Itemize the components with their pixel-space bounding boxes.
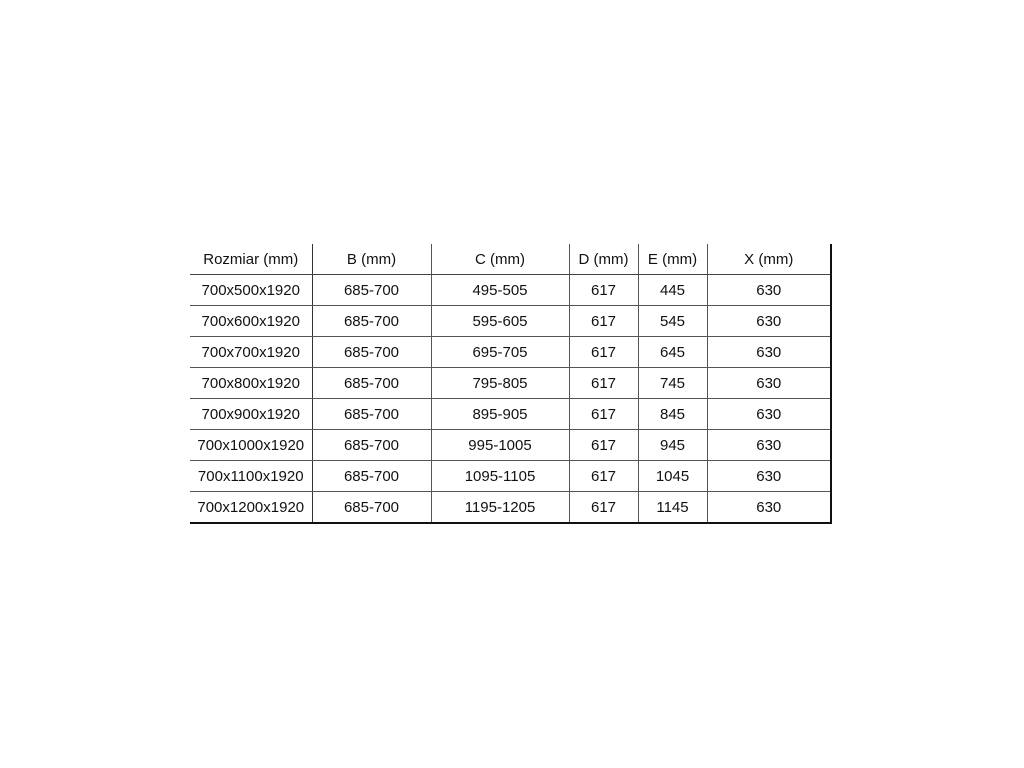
cell-x: 630 bbox=[707, 461, 831, 492]
cell-d: 617 bbox=[569, 337, 638, 368]
cell-e: 745 bbox=[638, 368, 707, 399]
cell-b: 685-700 bbox=[312, 492, 431, 524]
cell-d: 617 bbox=[569, 461, 638, 492]
cell-c: 1095-1105 bbox=[431, 461, 569, 492]
cell-d: 617 bbox=[569, 399, 638, 430]
table-row bbox=[190, 337, 831, 368]
header-e: E (mm) bbox=[638, 244, 707, 275]
table-header-row bbox=[190, 244, 831, 275]
cell-size: 700x700x1920 bbox=[190, 337, 312, 368]
cell-x: 630 bbox=[707, 492, 831, 524]
table-row bbox=[190, 430, 831, 461]
cell-x: 630 bbox=[707, 337, 831, 368]
cell-e: 1145 bbox=[638, 492, 707, 524]
cell-e: 945 bbox=[638, 430, 707, 461]
header-b: B (mm) bbox=[312, 244, 431, 275]
cell-c: 1195-1205 bbox=[431, 492, 569, 524]
cell-size: 700x1200x1920 bbox=[190, 492, 312, 524]
cell-size: 700x1000x1920 bbox=[190, 430, 312, 461]
table-row bbox=[190, 306, 831, 337]
cell-d: 617 bbox=[569, 492, 638, 524]
cell-size: 700x600x1920 bbox=[190, 306, 312, 337]
cell-d: 617 bbox=[569, 275, 638, 306]
cell-b: 685-700 bbox=[312, 461, 431, 492]
cell-b: 685-700 bbox=[312, 337, 431, 368]
cell-x: 630 bbox=[707, 306, 831, 337]
cell-e: 545 bbox=[638, 306, 707, 337]
cell-x: 630 bbox=[707, 430, 831, 461]
cell-c: 995-1005 bbox=[431, 430, 569, 461]
cell-e: 445 bbox=[638, 275, 707, 306]
cell-c: 495-505 bbox=[431, 275, 569, 306]
table-row bbox=[190, 461, 831, 492]
cell-b: 685-700 bbox=[312, 306, 431, 337]
cell-b: 685-700 bbox=[312, 275, 431, 306]
cell-b: 685-700 bbox=[312, 368, 431, 399]
cell-x: 630 bbox=[707, 399, 831, 430]
cell-d: 617 bbox=[569, 368, 638, 399]
cell-b: 685-700 bbox=[312, 399, 431, 430]
cell-e: 1045 bbox=[638, 461, 707, 492]
cell-c: 595-605 bbox=[431, 306, 569, 337]
header-c: C (mm) bbox=[431, 244, 569, 275]
cell-x: 630 bbox=[707, 275, 831, 306]
cell-e: 645 bbox=[638, 337, 707, 368]
table-row bbox=[190, 492, 831, 524]
table-row bbox=[190, 368, 831, 399]
table-row bbox=[190, 399, 831, 430]
cell-size: 700x900x1920 bbox=[190, 399, 312, 430]
header-x: X (mm) bbox=[707, 244, 831, 275]
cell-e: 845 bbox=[638, 399, 707, 430]
dimensions-table bbox=[190, 244, 832, 524]
cell-c: 695-705 bbox=[431, 337, 569, 368]
header-d: D (mm) bbox=[569, 244, 638, 275]
cell-size: 700x500x1920 bbox=[190, 275, 312, 306]
cell-b: 685-700 bbox=[312, 430, 431, 461]
cell-c: 795-805 bbox=[431, 368, 569, 399]
table-row bbox=[190, 275, 831, 306]
cell-size: 700x800x1920 bbox=[190, 368, 312, 399]
cell-size: 700x1100x1920 bbox=[190, 461, 312, 492]
cell-d: 617 bbox=[569, 430, 638, 461]
cell-c: 895-905 bbox=[431, 399, 569, 430]
header-size: Rozmiar (mm) bbox=[190, 244, 312, 275]
cell-x: 630 bbox=[707, 368, 831, 399]
cell-d: 617 bbox=[569, 306, 638, 337]
